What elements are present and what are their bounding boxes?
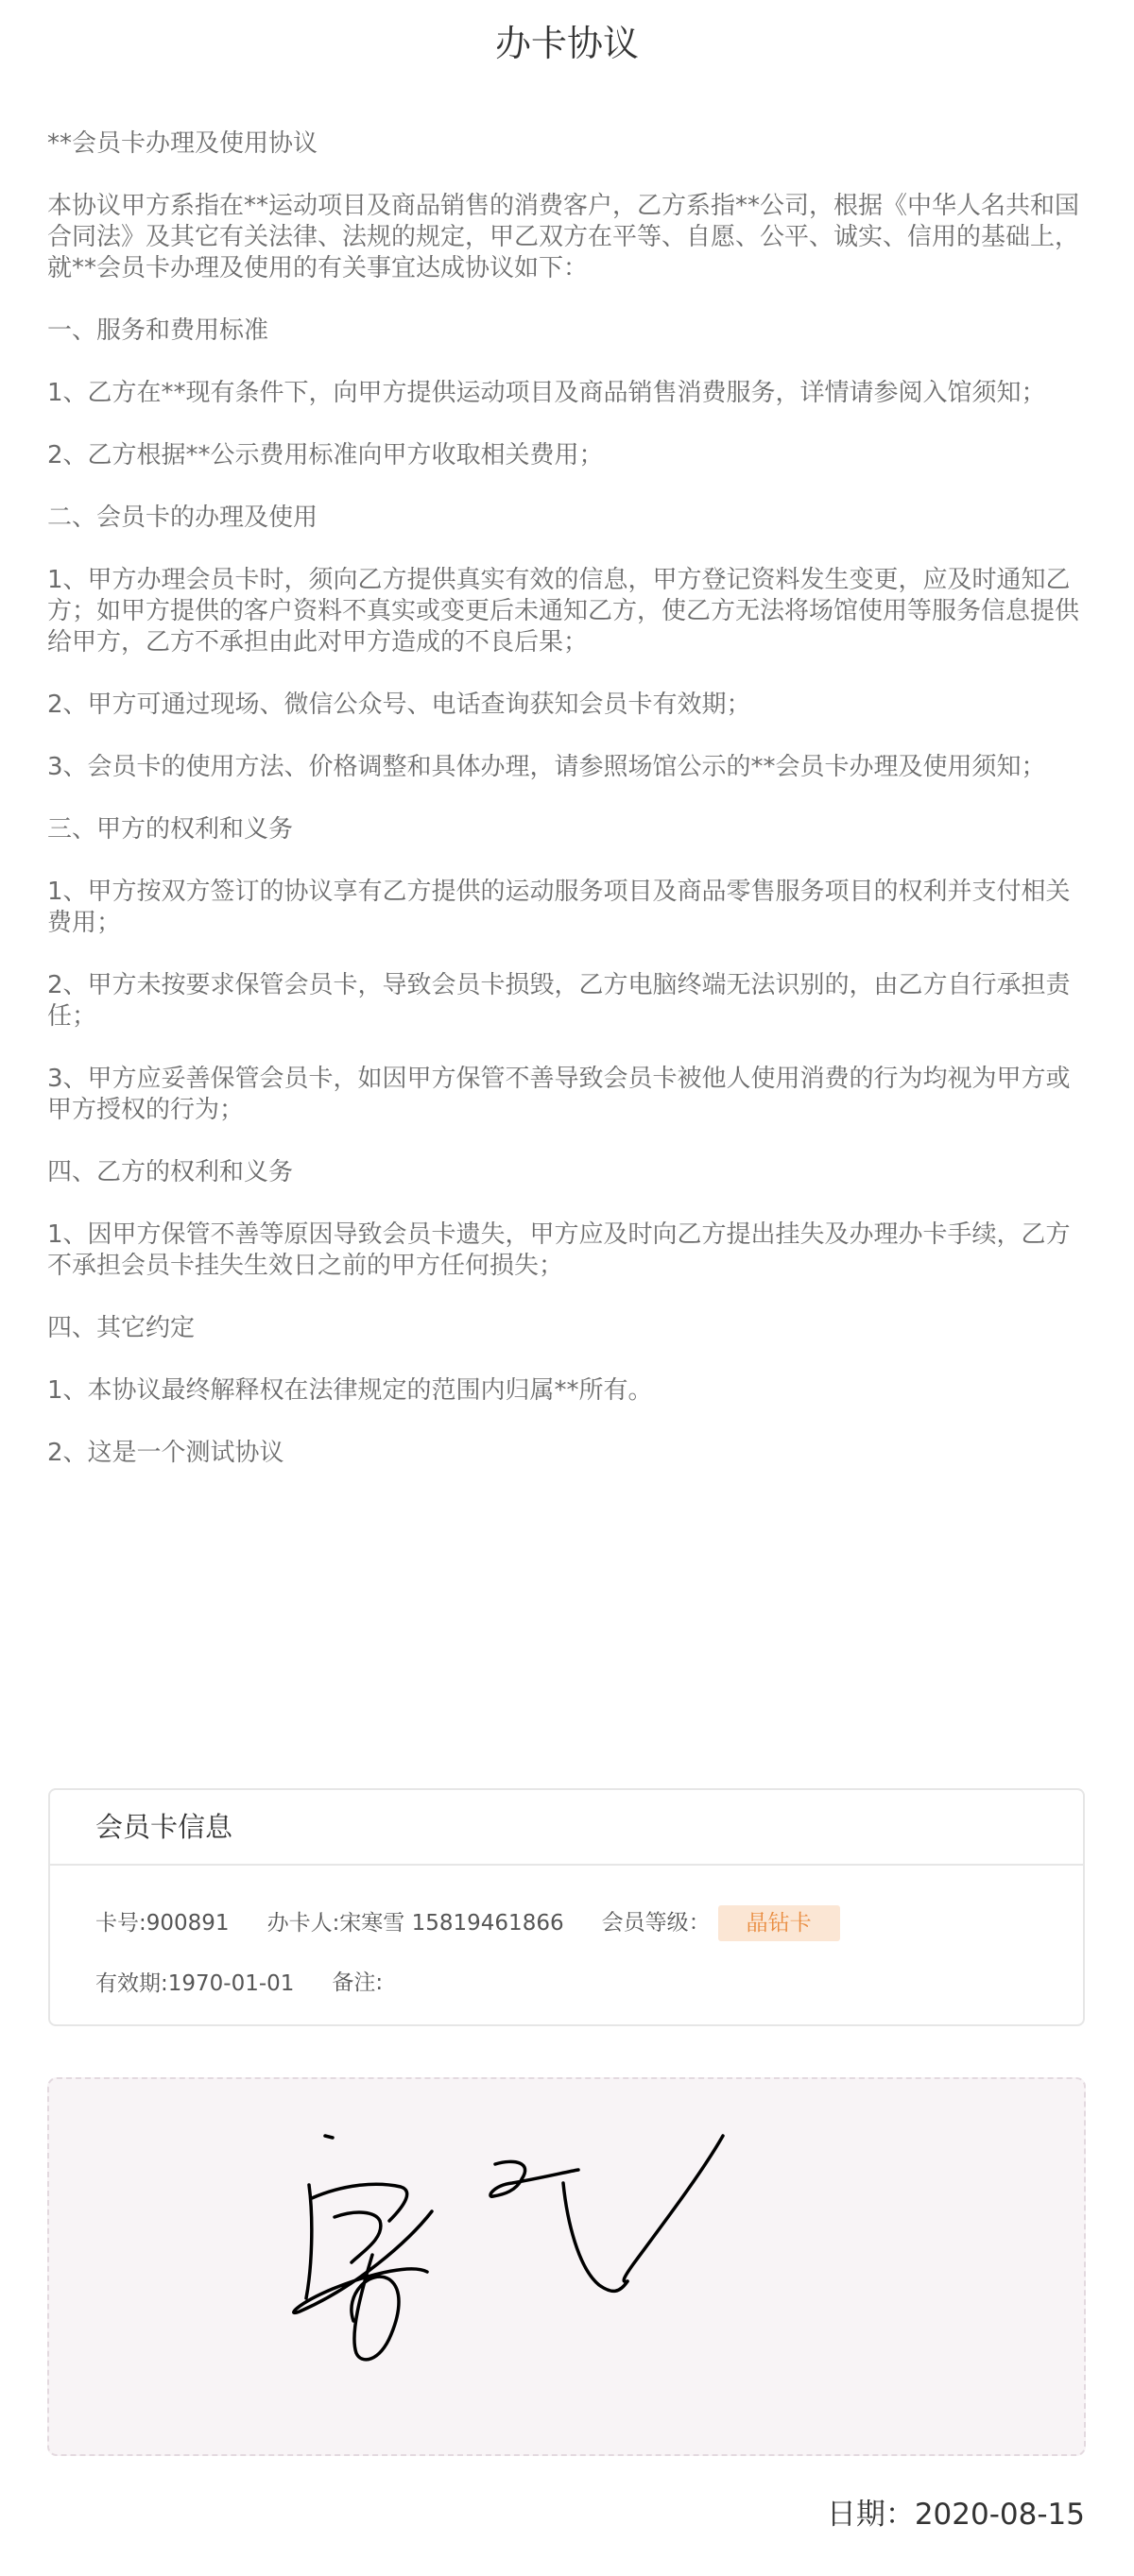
agreement-paragraph: 2、乙方根据**公示费用标准向甲方收取相关费用； <box>47 441 604 469</box>
agreement-paragraph: 2、这是一个测试协议 <box>47 1439 284 1467</box>
agreement-paragraph: 3、甲方应妥善保管会员卡，如因甲方保管不善导致会员卡被他人使用消费的行为均视为甲方或甲方授权的行为； <box>47 1065 1071 1124</box>
agreement-paragraph: 四、其它约定 <box>47 1314 196 1342</box>
member-card-info-title: 会员卡信息 <box>50 1790 1083 1866</box>
agreement-paragraph: 1、本协议最终解释权在法律规定的范围内归属**所有。 <box>47 1376 653 1405</box>
agreement-paragraph: 1、甲方办理会员卡时，须向乙方提供真实有效的信息，甲方登记资料发生变更，应及时通知乙方；如甲方提供的客户资料不真实或变更后未通知乙方，使乙方无法将场馆使用等服务信息提供给甲方，乙方不承担由此对甲方造成的不良后果； <box>47 566 1080 657</box>
signing-date: 日期：2020-08-15 <box>826 2498 1085 2532</box>
signature-icon <box>49 2079 1084 2454</box>
card-handler: 办卡人:宋寒雪 15819461866 <box>266 1911 564 1936</box>
agreement-paragraph: 1、乙方在**现有条件下，向甲方提供运动项目及商品销售消费服务，详情请参阅入馆须知； <box>47 379 1046 407</box>
agreement-text <box>47 128 1087 1500</box>
page-title: 办卡协议 <box>494 23 639 64</box>
valid-until: 有效期:1970-01-01 <box>95 1970 295 1996</box>
agreement-paragraph: 三、甲方的权利和义务 <box>47 815 294 844</box>
member-card-info <box>48 1788 1085 2026</box>
agreement-paragraph: 2、甲方未按要求保管会员卡，导致会员卡损毁，乙方电脑终端无法识别的，由乙方自行承担责任； <box>47 971 1071 1031</box>
agreement-paragraph: 3、会员卡的使用方法、价格调整和具体办理，请参照场馆公示的**会员卡办理及使用须知； <box>47 753 1046 781</box>
member-level-label: 会员等级： <box>601 1910 711 1936</box>
agreement-paragraph: 四、乙方的权利和义务 <box>47 1158 294 1186</box>
member-level-badge: 晶钻卡 <box>718 1905 840 1941</box>
remark: 备注: <box>332 1970 384 1995</box>
agreement-paragraph: 本协议甲方系指在**运动项目及商品销售的消费客户，乙方系指**公司，根据《中华人名共和国合同法》及其它有关法律、法规的规定，甲乙双方在平等、自愿、公平、诚实、信用的基础上，就**会员卡办理及使用的有关事宜达成协议如下： <box>47 192 1080 282</box>
agreement-paragraph: 2、甲方可通过现场、微信公众号、电话查询获知会员卡有效期； <box>47 691 751 719</box>
agreement-paragraph: 二、会员卡的办理及使用 <box>47 503 318 532</box>
signature-pad[interactable] <box>47 2077 1086 2456</box>
agreement-paragraph: 1、因甲方保管不善等原因导致会员卡遗失，甲方应及时向乙方提出挂失及办理办卡手续，乙方不承担会员卡挂失生效日之前的甲方任何损失； <box>47 1220 1071 1280</box>
agreement-paragraph: 一、服务和费用标准 <box>47 316 269 345</box>
card-info-row <box>95 1905 840 1941</box>
agreement-paragraph: **会员卡办理及使用协议 <box>47 129 318 158</box>
agreement-paragraph: 1、甲方按双方签订的协议享有乙方提供的运动服务项目及商品零售服务项目的权利并支付相关费用； <box>47 878 1071 937</box>
card-info-row <box>95 1966 383 2001</box>
card-number: 卡号:900891 <box>95 1911 230 1936</box>
